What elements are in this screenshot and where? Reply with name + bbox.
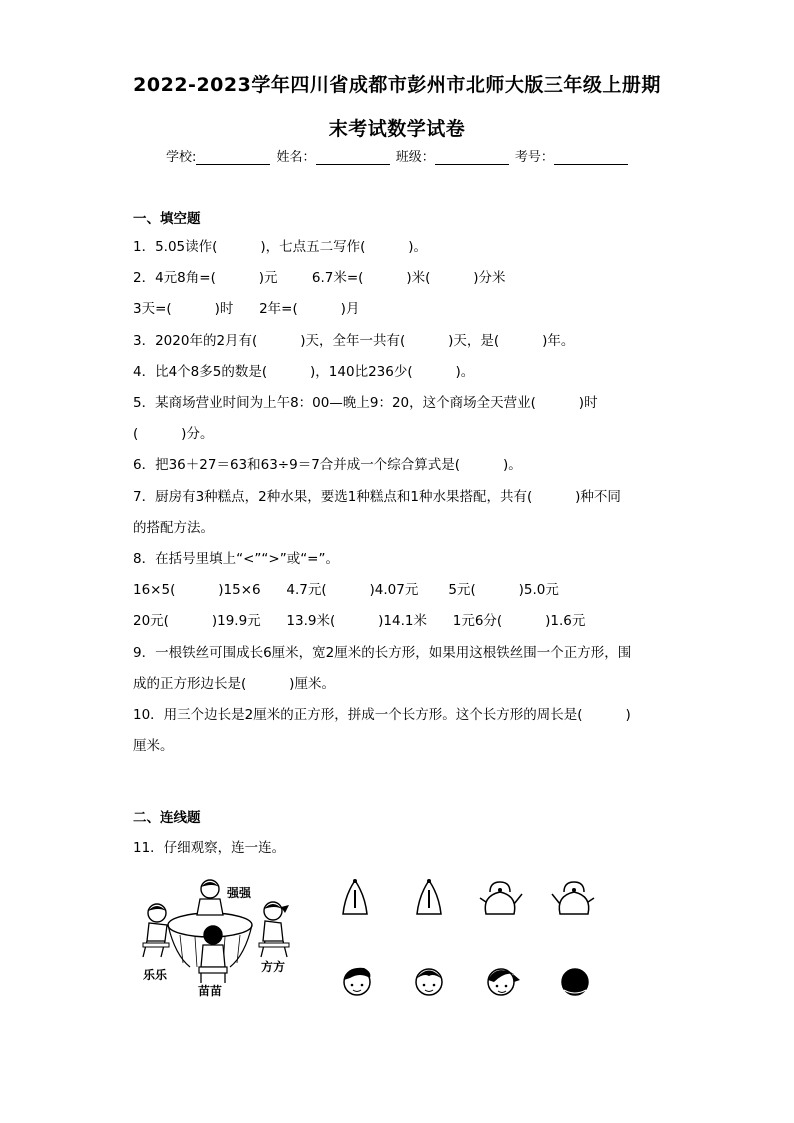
child-name-label: 苗苗 (198, 984, 223, 998)
question-line: 8．在括号里填上“<”“>”或“=”。 (133, 551, 339, 567)
child-name-label: 方方 (261, 960, 286, 974)
kettle-front-view-icon (552, 882, 594, 914)
section-match-heading: 二、连线题 (133, 810, 201, 826)
class-label: 班级： (395, 150, 435, 165)
name-label: 姓名： (276, 150, 316, 165)
number-label: 考号： (514, 150, 554, 165)
student-info-row (166, 146, 630, 165)
question-line: ( )分。 (133, 426, 214, 442)
school-label: 学校: (166, 150, 197, 165)
kettle-side-view-icon (417, 879, 441, 914)
question-line: 3天=( )时 2年=( )月 (133, 301, 360, 317)
child-name-label: 乐乐 (143, 968, 168, 982)
girl-head-icon (488, 969, 520, 995)
question-line: 6．把36＋27＝63和63÷9＝7合并成一个综合算式是( )。 (133, 457, 522, 473)
question-line: 10．用三个边长是2厘米的正方形，拼成一个长方形。这个长方形的周长是( ) (133, 707, 631, 723)
school-blank[interactable] (196, 150, 270, 165)
section-fill-heading: 一、填空题 (133, 211, 201, 227)
question-line: 1．5.05读作( )，七点五二写作( )。 (133, 239, 428, 255)
question-line: 4．比4个8多5的数是( )，140比236少( )。 (133, 364, 475, 380)
question-line: 成的正方形边长是( )厘米。 (133, 676, 335, 692)
child-name-label: 强强 (227, 886, 252, 900)
kettle-front-view-icon (480, 882, 522, 914)
children-around-table-illustration (135, 875, 305, 1005)
exam-title-line2: 末考试数学试卷 (328, 118, 466, 140)
boy-head-icon (416, 969, 442, 995)
question-line: 的搭配方法。 (133, 520, 214, 536)
question-line: 2．4元8角=( )元 6.7米=( )米( )分米 (133, 270, 506, 286)
question-line: 11．仔细观察，连一连。 (133, 840, 286, 856)
question-line: 7．厨房有3种糕点，2种水果，要选1种糕点和1种水果搭配，共有( )种不同 (133, 489, 621, 505)
question-line: 20元( )19.9元 13.9米( )14.1米 1元6分( )1.6元 (133, 613, 586, 629)
name-blank[interactable] (316, 150, 390, 165)
head-back-view-icon (562, 969, 588, 995)
kettle-views-row (340, 876, 610, 922)
number-blank[interactable] (554, 150, 628, 165)
question-line: 厘米。 (133, 738, 174, 754)
question-line: 5．某商场营业时间为上午8：00—晚上9：20，这个商场全天营业( )时 (133, 395, 598, 411)
exam-title-line1: 2022-2023学年四川省成都市彭州市北师大版三年级上册期 (133, 74, 661, 96)
question-line: 16×5( )15×6 4.7元( )4.07元 5元( )5.0元 (133, 582, 559, 598)
question-line: 3．2020年的2月有( )天，全年一共有( )天，是( )年。 (133, 333, 575, 349)
boy-head-icon (344, 968, 370, 995)
class-blank[interactable] (435, 150, 509, 165)
child-heads-row (342, 964, 592, 1000)
question-line: 9．一根铁丝可围成长6厘米，宽2厘米的长方形，如果用这根铁丝围一个正方形，围 (133, 645, 632, 661)
kettle-side-view-icon (343, 879, 367, 914)
